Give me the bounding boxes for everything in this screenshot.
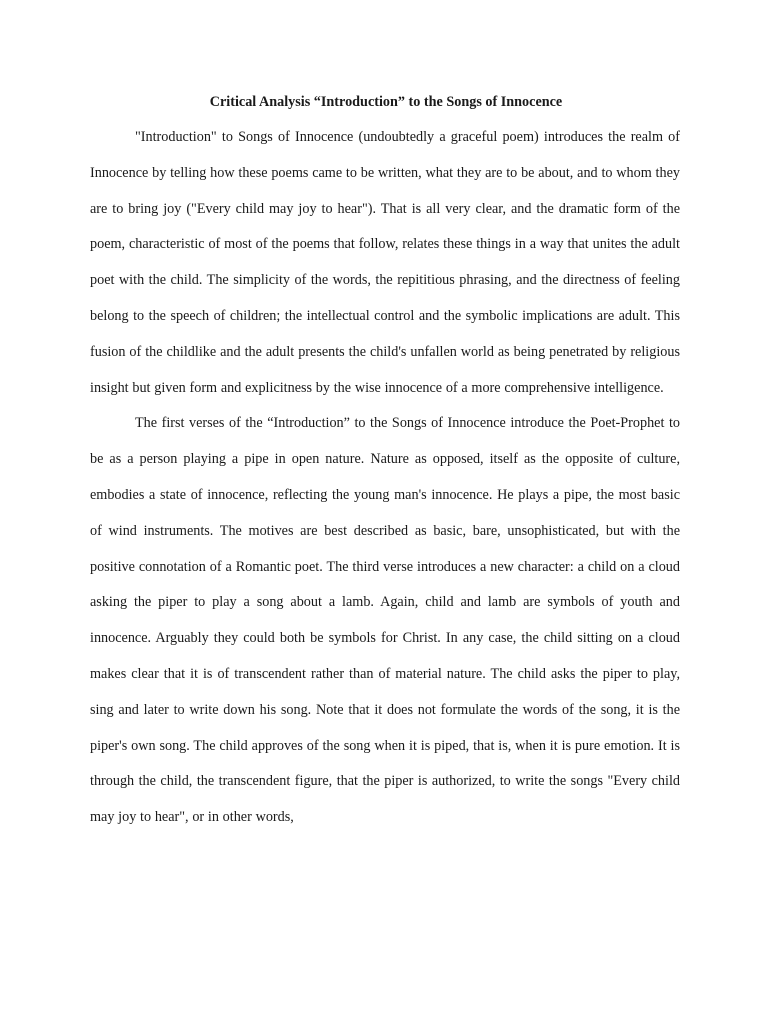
document-title: Critical Analysis “Introduction” to the Songs of Innocence bbox=[209, 94, 563, 110]
paragraph-2: The first verses of the “Introduction” to the Songs of Innocence introduce the Poet-Prophet to be as a person playing a pipe in open nature. Nature as opposed, itself as the opposite of culture, embodies a state of innocence, reflecting the young man's innocence. He plays a pipe, the most basic of wind instruments. The motives are best described as basic, bare, unsophisticated, but with the positive connotation of a Romantic poet. The third verse introduces a new character: a child on a cloud asking the piper to play a song about a lamb. Again, child and lamb are symbols of youth and innocence. Arguably they could both be symbols for Christ. In any case, the child sitting on a cloud makes clear that it is of transcendent rather than of material nature. The child asks the piper to play, sing and later to write down his song. Note that it does not formulate the words of the song, it is the piper's own song. The child approves of the song when it is piped, that is, when it is pure emotion. It is through the child, the transcendent figure, that the piper is authorized, to write the songs "Every child may joy to hear", or in other words, bbox=[90, 415, 680, 826]
document-page bbox=[90, 88, 680, 836]
paragraph-1: "Introduction" to Songs of Innocence (undoubtedly a graceful poem) introduces the realm of Innocence by telling how these poems came to be written, what they are to be about, and to whom they are to bring joy ("Every child may joy to hear"). That is all very clear, and the dramatic form of the poem, characteristic of most of the poems that follow, relates these things in a way that unites the adult poet with the child. The simplicity of the words, the repititious phrasing, and the directness of feeling belong to the speech of children; the intellectual control and the symbolic implications are adult. This fusion of the childlike and the adult presents the child's unfallen world as being penetrated by religious insight but given form and explicitness by the wise innocence of a more comprehensive intelligence. bbox=[90, 129, 680, 396]
